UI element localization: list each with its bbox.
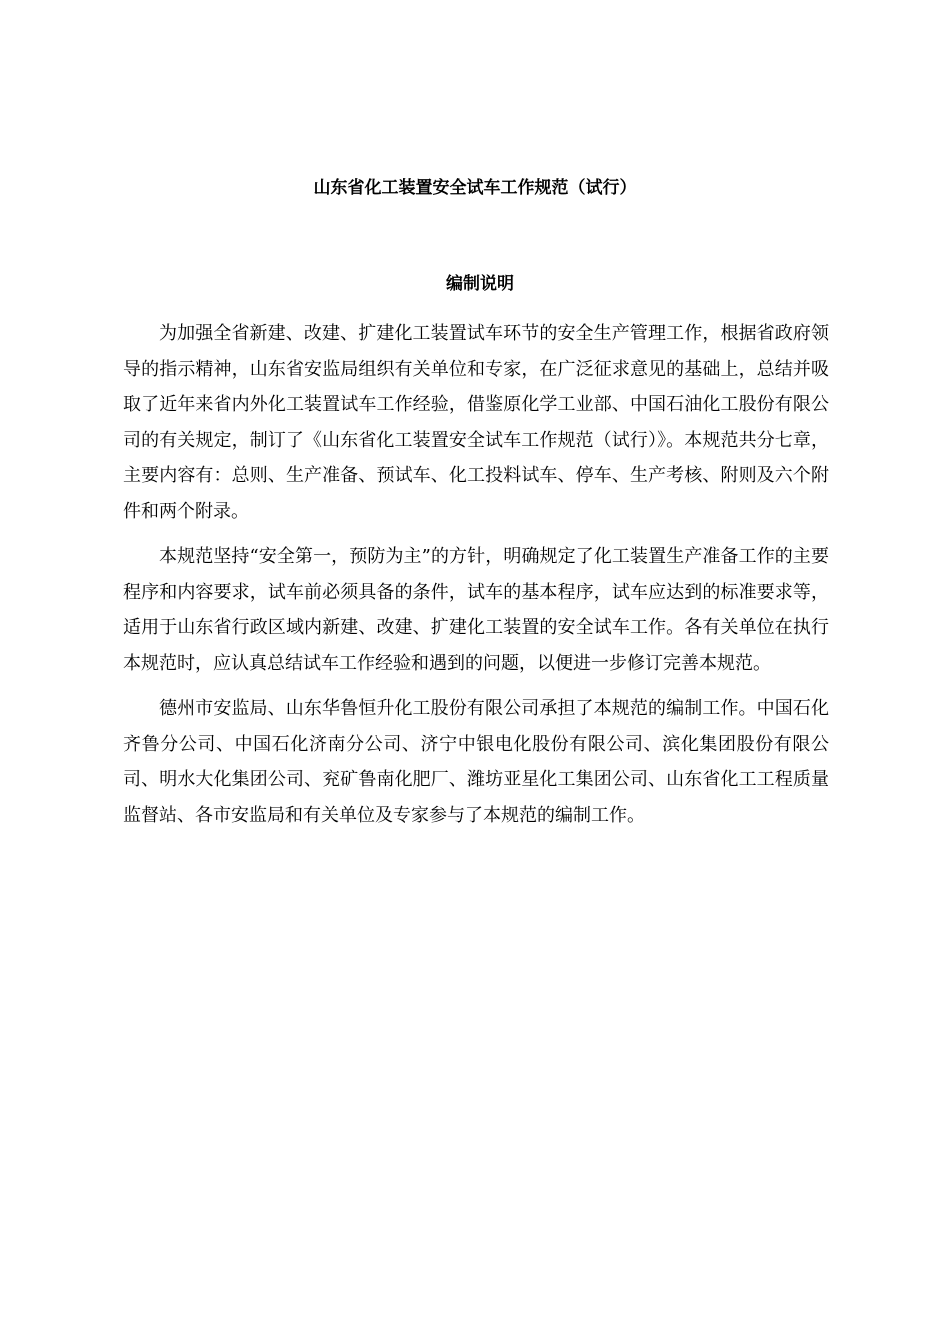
paragraph-1: 为加强全省新建、改建、扩建化工装置试车环节的安全生产管理工作，根据省政府领导的指示精神，山东省安监局组织有关单位和专家，在广泛征求意见的基础上，总结并吸取了近年来省内外化工装置试车工作经验，借鉴原化学工业部、中国石油化工股份有限公司的有关规定，制订了《山东省化工装置安全试车工作规范（试行）》。本规范共分七章，主要内容有：总则、生产准备、预试车、化工投料试车、停车、生产考核、附则及六个附件和两个附录。	[123, 323, 829, 522]
document-body	[123, 316, 829, 833]
document-title: 山东省化工装置安全试车工作规范（试行）	[313, 178, 637, 198]
paragraph-2: 本规范坚持“安全第一，预防为主”的方针，明确规定了化工装置生产准备工作的主要程序和内容要求，试车前必须具备的条件，试车的基本程序，试车应达到的标准要求等，适用于山东省行政区域内新建、改建、扩建化工装置的安全试车工作。各有关单位在执行本规范时，应认真总结试车工作经验和遇到的问题，以便进一步修订完善本规范。	[123, 546, 829, 674]
section-title: 编制说明	[446, 274, 514, 294]
paragraph-3: 德州市安监局、山东华鲁恒升化工股份有限公司承担了本规范的编制工作。中国石化齐鲁分公司、中国石化济南分公司、济宁中银电化股份有限公司、滨化集团股份有限公司、明水大化集团公司、兖矿鲁南化肥厂、潍坊亚星化工集团公司、山东省化工工程质量监督站、各市安监局和有关单位及专家参与了本规范的编制工作。	[123, 698, 829, 826]
